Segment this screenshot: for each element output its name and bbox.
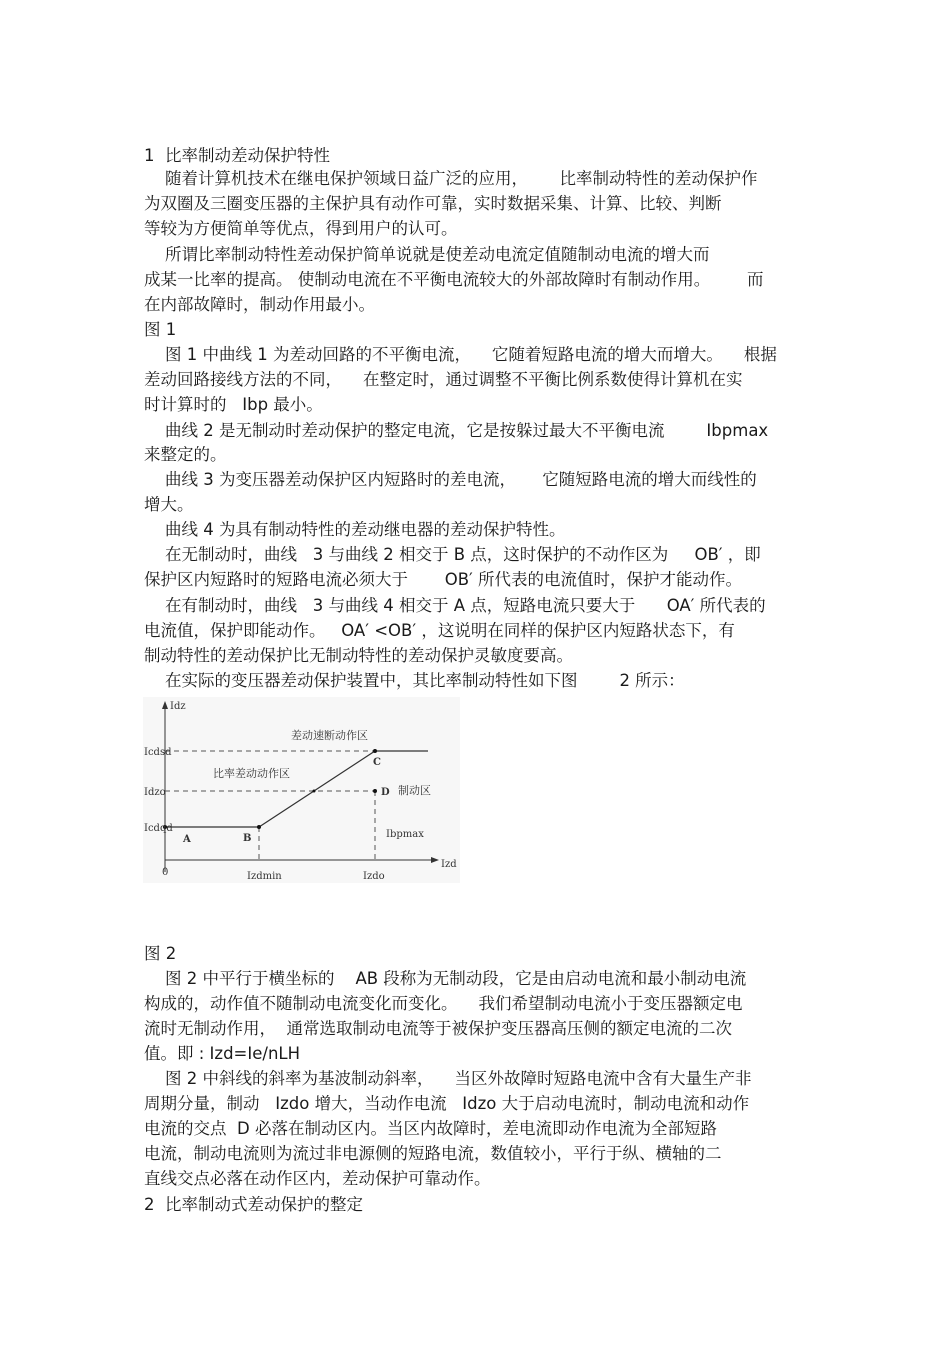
ratio-region-label: 比率差动动作区 — [213, 767, 290, 780]
point-c-label: C — [373, 757, 381, 768]
origin-label: 0 — [162, 867, 169, 878]
para5-line: 增大。 — [144, 495, 194, 514]
point-d-marker — [373, 789, 377, 793]
para8-line: 制动特性的差动保护比无制动特性的差动保护灵敏度要高。 — [144, 646, 573, 665]
para11-line: 电流的交点 D 必落在制动区内。当区内故障时，差电流即动作电流为全部短路 — [144, 1119, 717, 1138]
para2-line: 所谓比率制动特性差动保护简单说就是使差动电流定值随制动电流的增大而 — [144, 245, 710, 264]
para1-line: 随着计算机技术在继电保护领域日益广泛的应用， 比率制动特性的差动保护作 — [144, 169, 758, 188]
restraint-region-label: 制动区 — [398, 784, 431, 797]
y-tick-idzo: Idzo — [144, 787, 166, 798]
para11-line: 图 2 中斜线的斜率为基波制动斜率， 当区外故障时短路电流中含有大量生产非 — [144, 1069, 752, 1088]
figure2-caption: 图 2 — [144, 944, 177, 963]
intersection-marker — [313, 790, 316, 793]
para10-line: 值。即 : Izd=Ie/nLH — [144, 1044, 301, 1063]
point-d-label: D — [381, 787, 390, 798]
para7-line: 在无制动时，曲线 3 与曲线 2 相交于 B 点，这时保护的不动作区为 OB′ ，即 — [144, 545, 761, 564]
section-heading-2: 2 比率制动式差动保护的整定 — [144, 1195, 363, 1214]
point-b-label: B — [243, 833, 252, 844]
quick-trip-region-label: 差动速断动作区 — [291, 729, 368, 742]
ratio-restraint-characteristic — [143, 697, 460, 883]
para8-line: 电流值，保护即能动作。 OA′ <OB′ ，这说明在同样的保护区内短路状态下，有 — [144, 621, 735, 640]
para11-line: 直线交点必落在动作区内，差动保护可靠动作。 — [144, 1169, 491, 1188]
x-axis-label: Izd — [441, 859, 457, 870]
para1-line: 等较为方便简单等优点，得到用户的认可。 — [144, 219, 458, 238]
x-tick-izdmin: Izdmin — [247, 871, 282, 882]
para2-line: 成某一比率的提高。 使制动电流在不平衡电流较大的外部故障时有制动作用。 而 — [144, 270, 764, 289]
point-b-marker — [257, 825, 261, 829]
para5-line: 曲线 3 为变压器差动保护区内短路时的差电流， 它随短路电流的增大而线性的 — [144, 470, 757, 489]
para10-line: 图 2 中平行于横坐标的 AB 段称为无制动段，它是由启动电流和最小制动电流 — [144, 969, 747, 988]
para2-line: 在内部故障时，制动作用最小。 — [144, 295, 375, 314]
x-tick-izdo: Izdo — [363, 871, 385, 882]
para9-line: 在实际的变压器差动保护装置中，其比率制动特性如下图 2 所示： — [144, 671, 685, 690]
para6-line: 曲线 4 为具有制动特性的差动继电器的差动保护特性。 — [144, 520, 566, 539]
para8-line: 在有制动时，曲线 3 与曲线 4 相交于 A 点，短路电流只要大于 OA′ 所代表的 — [144, 596, 766, 615]
point-a-label: A — [183, 834, 191, 845]
para10-line: 构成的，动作值不随制动电流变化而变化。 我们希望制动电流小于变压器额定电 — [144, 994, 743, 1013]
para11-line: 电流，制动电流则为流过非电源侧的短路电流，数值较小，平行于纵、横轴的二 — [144, 1144, 722, 1163]
para3-line: 图 1 中曲线 1 为差动回路的不平衡电流， 它随着短路电流的增大而增大。 根据 — [144, 345, 777, 364]
para10-line: 流时无制动作用， 通常选取制动电流等于被保护变压器高压侧的额定电流的二次 — [144, 1019, 732, 1038]
para7-line: 保护区内短路时的短路电流必须大于 OB′ 所代表的电流值时，保护才能动作。 — [144, 570, 743, 589]
figure-2-diagram — [143, 697, 460, 883]
point-c-marker — [373, 749, 377, 753]
section-heading-1: 1 比率制动差动保护特性 — [144, 146, 330, 165]
para11-line: 周期分量，制动 Izdo 增大，当动作电流 Idzo 大于启动电流时，制动电流和动作 — [144, 1094, 750, 1113]
figure1-caption: 图 1 — [144, 320, 177, 339]
para3-line: 时计算时的 Ibp 最小。 — [144, 395, 323, 414]
para3-line: 差动回路接线方法的不同， 在整定时，通过调整不平衡比例系数使得计算机在实 — [144, 370, 743, 389]
y-axis-label: Idz — [170, 701, 186, 712]
para1-line: 为双圈及三圈变压器的主保护具有动作可靠，实时数据采集、计算、比较、判断 — [144, 194, 722, 213]
y-tick-icdsd: Icdsd — [144, 747, 172, 758]
ibpmax-label: Ibpmax — [386, 829, 424, 840]
y-tick-icdqd: Icdqd — [144, 823, 173, 834]
para4-line: 来整定的。 — [144, 445, 227, 464]
para4-line: 曲线 2 是无制动时差动保护的整定电流，它是按躲过最大不平衡电流 Ibpmax — [144, 421, 769, 440]
